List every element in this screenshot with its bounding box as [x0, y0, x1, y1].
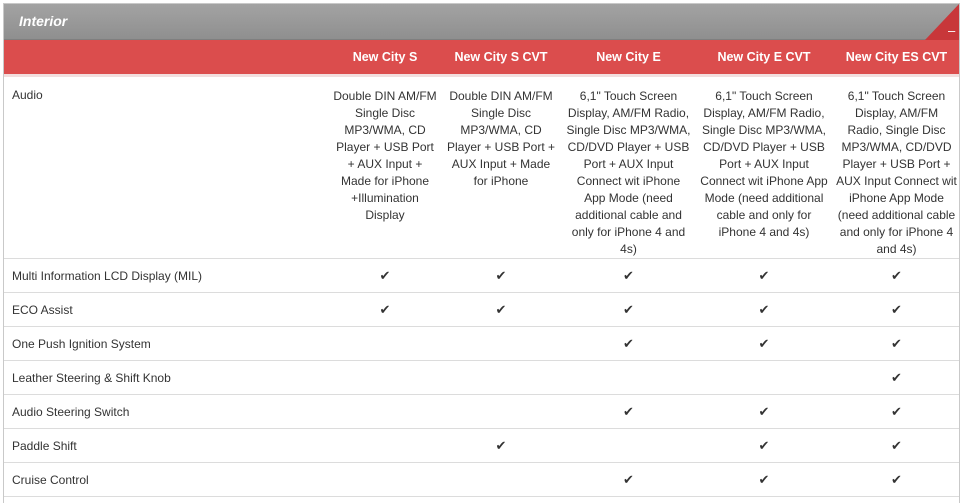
checkmark-icon: ✔: [495, 301, 507, 317]
header-new-city-e: New City E: [561, 40, 696, 76]
feature-cell: [832, 259, 960, 293]
header-new-city-es-cvt: New City ES CVT: [832, 40, 960, 76]
checkmark-icon: ✔: [758, 471, 770, 487]
feature-label: One Push Ignition System: [4, 327, 329, 361]
audio-value: Double DIN AM/FM Single Disc MP3/WMA, CD Player + USB Port + AUX Input + Made for iPhone +Illumination Display: [329, 76, 441, 259]
checkmark-icon: ✔: [758, 335, 770, 351]
feature-cell: [441, 429, 561, 463]
feature-cell: [441, 463, 561, 497]
feature-cell: [329, 395, 441, 429]
spec-table: [4, 40, 960, 497]
audio-value: 6,1" Touch Screen Display, AM/FM Radio, Single Disc MP3/WMA, CD/DVD Player + USB Port + AUX Input Connect wit iPhone App Mode (need additional cable and only for iPhone 4 and 4s): [561, 76, 696, 259]
table-row: [4, 395, 960, 429]
feature-label: Multi Information LCD Display (MIL): [4, 259, 329, 293]
feature-cell: [832, 361, 960, 395]
checkmark-icon: ✔: [623, 267, 634, 283]
section-header[interactable]: [4, 4, 959, 40]
checkmark-icon: ✔: [623, 403, 634, 419]
feature-cell: [832, 293, 960, 327]
checkmark-icon: ✔: [495, 437, 507, 453]
collapse-icon: [925, 4, 959, 40]
checkmark-icon: ✔: [891, 437, 902, 453]
header-new-city-s: New City S: [329, 40, 441, 76]
feature-label: Cruise Control: [4, 463, 329, 497]
table-row: [4, 293, 960, 327]
feature-cell: [561, 361, 696, 395]
collapse-toggle[interactable]: [925, 4, 959, 40]
feature-cell: [329, 463, 441, 497]
checkmark-icon: ✔: [758, 301, 770, 317]
feature-cell: [441, 361, 561, 395]
table-header-row: [4, 40, 960, 76]
feature-cell: [832, 395, 960, 429]
checkmark-icon: ✔: [623, 471, 634, 487]
table-row-audio: [4, 76, 960, 259]
feature-cell: [561, 293, 696, 327]
table-row: [4, 463, 960, 497]
audio-value: 6,1" Touch Screen Display, AM/FM Radio, Single Disc MP3/WMA, CD/DVD Player + USB Port + AUX Input Connect wit iPhone App Mode (need additional cable and only for iPhone 4 and 4s): [696, 76, 832, 259]
feature-cell: [441, 327, 561, 361]
feature-cell: [696, 361, 832, 395]
feature-cell: [561, 395, 696, 429]
checkmark-icon: ✔: [758, 267, 770, 283]
feature-cell: [696, 259, 832, 293]
feature-cell: [441, 293, 561, 327]
feature-cell: [329, 361, 441, 395]
feature-cell: [329, 327, 441, 361]
feature-cell: [832, 463, 960, 497]
section-title: Interior: [19, 13, 68, 29]
checkmark-icon: ✔: [758, 437, 770, 453]
feature-label: Leather Steering & Shift Knob: [4, 361, 329, 395]
feature-cell: [696, 429, 832, 463]
checkmark-icon: ✔: [891, 335, 902, 351]
feature-cell: [441, 395, 561, 429]
feature-cell: [329, 293, 441, 327]
feature-cell: [329, 429, 441, 463]
checkmark-icon: ✔: [495, 267, 507, 283]
feature-cell: [696, 463, 832, 497]
table-row: [4, 327, 960, 361]
feature-cell: [561, 327, 696, 361]
feature-cell: [561, 429, 696, 463]
checkmark-icon: ✔: [891, 301, 902, 317]
feature-label: Audio: [4, 76, 329, 259]
checkmark-icon: ✔: [379, 267, 391, 283]
header-new-city-s-cvt: New City S CVT: [441, 40, 561, 76]
feature-cell: [832, 327, 960, 361]
table-row: [4, 259, 960, 293]
feature-cell: [696, 327, 832, 361]
interior-spec-panel: [3, 3, 960, 503]
checkmark-icon: ✔: [891, 267, 902, 283]
feature-cell: [441, 259, 561, 293]
audio-value: Double DIN AM/FM Single Disc MP3/WMA, CD Player + USB Port + AUX Input + Made for iPhone: [441, 76, 561, 259]
feature-cell: [832, 429, 960, 463]
checkmark-icon: ✔: [623, 301, 634, 317]
feature-cell: [561, 259, 696, 293]
collapse-symbol: –: [948, 23, 956, 38]
feature-cell: [561, 463, 696, 497]
checkmark-icon: ✔: [623, 335, 634, 351]
header-feature: [4, 40, 329, 76]
feature-cell: [329, 259, 441, 293]
feature-label: Audio Steering Switch: [4, 395, 329, 429]
checkmark-icon: ✔: [891, 471, 902, 487]
header-new-city-e-cvt: New City E CVT: [696, 40, 832, 76]
feature-label: Paddle Shift: [4, 429, 329, 463]
table-row: [4, 429, 960, 463]
checkmark-icon: ✔: [891, 369, 902, 385]
checkmark-icon: ✔: [379, 301, 391, 317]
checkmark-icon: ✔: [891, 403, 902, 419]
table-row: [4, 361, 960, 395]
feature-cell: [696, 395, 832, 429]
checkmark-icon: ✔: [758, 403, 770, 419]
audio-value: 6,1" Touch Screen Display, AM/FM Radio, Single Disc MP3/WMA, CD/DVD Player + USB Port + AUX Input Connect wit iPhone App Mode (need additional cable and only for iPhone 4 and 4s): [832, 76, 960, 259]
feature-label: ECO Assist: [4, 293, 329, 327]
feature-cell: [696, 293, 832, 327]
